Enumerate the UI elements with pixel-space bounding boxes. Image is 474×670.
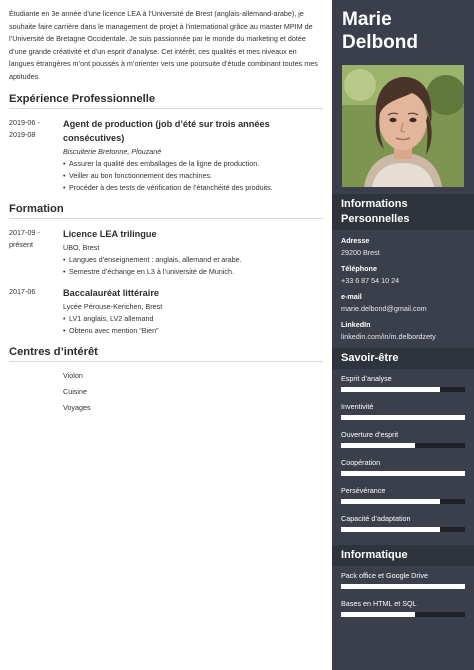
list-item: • Veiller au bon fonctionnement des machines. <box>63 170 323 182</box>
skill-name: Bases en HTML et SQL <box>341 599 417 608</box>
education-heading: Formation <box>9 203 323 219</box>
skill-level-bar <box>341 499 465 504</box>
list-item: • Procéder à des tests de vérification de l’étanchéité des produits. <box>63 182 323 194</box>
list-item: Cuisine <box>63 386 87 396</box>
intro-paragraph: Étudiante en 3e année d’une licence LEA à l’Université de Brest (anglais-allemand-arabe), je souhaite faire carrière dans le management de projet à l’international grâce au master MPIM de l’Université de Bretagne Occidentale. Je suis passionnée par le monde du marketing et dotée d’une grande créativité et d’un esprit d’analyse. Cet intérêt, ces qualités et mes niveaux en langues étrangères m’ont poussés à m’orienter vers une poursuite d’étude combinant toutes mes aptitudes. <box>9 9 318 81</box>
phone-label: Téléphone <box>341 264 377 273</box>
skill-level-fill <box>341 415 465 420</box>
skill-name: Persévérance <box>341 486 386 495</box>
soft-skills-heading: Savoir-être <box>332 348 474 369</box>
experience-role: Agent de production (job d’été sur trois années consécutives) <box>63 118 270 143</box>
skill-level-fill <box>341 387 440 392</box>
skill-level-bar <box>341 612 465 617</box>
email-value[interactable]: marie.delbond@gmail.com <box>341 304 427 313</box>
experience-dates: 2019-06 - 2019-08 <box>9 117 40 139</box>
skill-level-bar <box>341 584 465 589</box>
skill-name: Capacité d’adaptation <box>341 514 411 523</box>
sidebar <box>332 0 474 670</box>
phone-value: +33 6 87 54 10 24 <box>341 276 400 285</box>
address-label: Adresse <box>341 236 370 245</box>
skill-level-fill <box>341 499 440 504</box>
main-column <box>9 8 323 416</box>
education-dates: 2017-09 - présent <box>9 227 40 249</box>
education-degree: Licence LEA trilingue <box>63 228 157 239</box>
experience-heading: Expérience Professionnelle <box>9 93 323 109</box>
education-school: UBO, Brest <box>63 242 100 252</box>
email-label: e-mail <box>341 292 362 301</box>
experience-entry <box>9 117 323 194</box>
address-value: 29200 Brest <box>341 248 380 257</box>
skill-level-fill <box>341 443 415 448</box>
personal-info-heading-line1: Informations <box>341 198 408 210</box>
personal-info-heading-line2: Personnelles <box>341 213 410 225</box>
list-item: Violon <box>63 370 83 380</box>
education-details <box>63 313 323 337</box>
candidate-name <box>342 8 418 54</box>
skill-level-bar <box>341 387 465 392</box>
linkedin-label: LinkedIn <box>341 320 371 329</box>
experience-tasks <box>63 158 323 194</box>
education-school: Lycée Pérouse-Kerichen, Brest <box>63 301 163 311</box>
skill-level-fill <box>341 612 415 617</box>
list-item: • LV1 anglais, LV2 allemand <box>63 313 323 325</box>
education-entry <box>9 227 323 278</box>
portrait-image <box>342 65 464 187</box>
skill-level-fill <box>341 527 440 532</box>
experience-employer: Biscuiterie Bretonne, Plouzané <box>63 146 162 156</box>
it-skills-heading: Informatique <box>332 545 474 566</box>
skill-name: Coopération <box>341 458 381 467</box>
education-degree: Baccalauréat littéraire <box>63 287 160 298</box>
list-item: Voyages <box>63 402 91 412</box>
list-item: • Assurer la qualité des emballages de la ligne de production. <box>63 158 323 170</box>
skill-name: Inventivité <box>341 402 374 411</box>
education-dates: 2017-06 <box>9 286 36 296</box>
skill-level-bar <box>341 443 465 448</box>
profile-photo <box>342 65 464 187</box>
education-details <box>63 254 323 278</box>
skill-name: Esprit d’analyse <box>341 374 392 383</box>
interests-heading: Centres d’intérêt <box>9 346 323 362</box>
list-item: • Langues d’enseignement : anglais, allemand et arabe. <box>63 254 323 266</box>
skill-name: Ouverture d’esprit <box>341 430 399 439</box>
interests-list <box>63 368 323 416</box>
skill-level-bar <box>341 527 465 532</box>
first-name: Marie <box>342 9 392 30</box>
education-entry <box>9 286 323 337</box>
list-item: • Semestre d’échange en L3 à l’université de Munich. <box>63 266 323 278</box>
skill-level-fill <box>341 471 465 476</box>
list-item: • Obtenu avec mention “Bien” <box>63 325 323 337</box>
skill-name: Pack office et Google Drive <box>341 571 428 580</box>
skill-level-bar <box>341 471 465 476</box>
personal-info-heading <box>332 194 474 230</box>
skill-level-fill <box>341 584 465 589</box>
last-name: Delbond <box>342 32 418 53</box>
skill-level-bar <box>341 415 465 420</box>
linkedin-value[interactable]: linkedin.com/in/m.delbordzety <box>341 332 436 341</box>
